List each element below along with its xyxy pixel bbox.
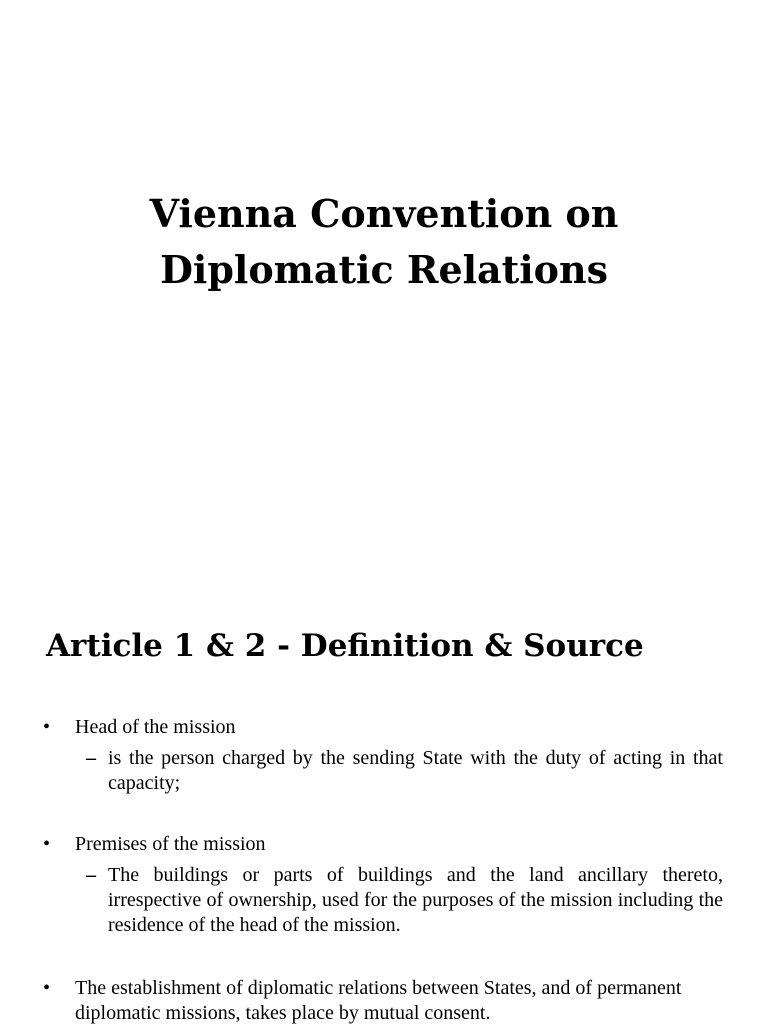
sub-item-definition — [86, 863, 723, 938]
list-item-label: The establishment of diplomatic relations between States, and of permanent diplomatic missions, takes place by mutual consent. — [75, 977, 682, 1024]
sub-item-text: The buildings or parts of buildings and the land ancillary thereto, irrespective of ownership, used for the purposes of the mission including the residence of the head of the mission. — [108, 864, 723, 936]
list-item-head-of-mission — [43, 715, 723, 796]
dash-icon: – — [86, 864, 96, 886]
page-title-line-2: Diplomatic Relations — [159, 247, 609, 292]
page-title-line-1: Vienna Convention on — [149, 191, 619, 236]
list-item-label: Premises of the mission — [75, 833, 266, 855]
bullet-icon: • — [43, 716, 51, 738]
list-item-establishment — [43, 976, 723, 1026]
bullet-icon: • — [43, 977, 51, 999]
sub-item-definition — [86, 746, 723, 796]
dash-icon: – — [86, 747, 96, 769]
sub-item-text: is the person charged by the sending State with the duty of acting in that capacity; — [108, 747, 723, 794]
list-item-premises-of-mission — [43, 832, 723, 938]
bullet-icon: • — [43, 833, 51, 855]
section-heading: Article 1 & 2 - Definition & Source — [46, 628, 644, 664]
list-item-label: Head of the mission — [75, 716, 236, 738]
